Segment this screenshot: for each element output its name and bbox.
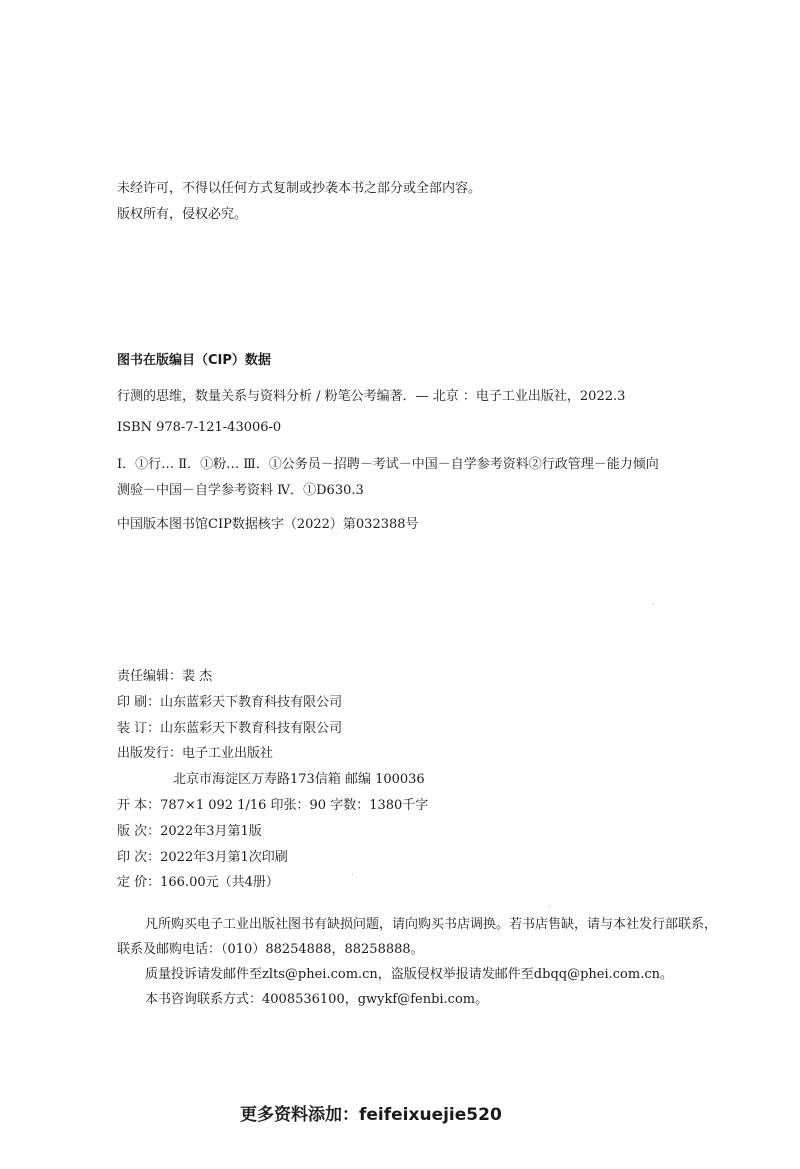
publication-info xyxy=(117,664,428,896)
info-row-binder xyxy=(117,716,428,742)
info-value: 山东蓝彩天下教育科技有限公司 xyxy=(160,694,343,710)
notice-line-3: 本书咨询联系方式：4008536100，gwykf@fenbi.com。 xyxy=(145,992,489,1007)
info-row-address xyxy=(117,767,428,793)
scan-speck: · xyxy=(548,902,551,911)
info-row-printing xyxy=(117,845,428,871)
info-value: 山东蓝彩天下教育科技有限公司 xyxy=(160,720,343,736)
info-row-format xyxy=(117,793,428,819)
purchase-notice xyxy=(117,912,717,1012)
cip-classify-line-2: 测验－中国－自学参考资料 Ⅳ．①D630.3 xyxy=(117,483,364,498)
notice-line-2: 质量投诉请发邮件至zlts@phei.com.cn，盗版侵权举报请发邮件至dbqq@phei.com.cn。 xyxy=(145,967,673,982)
info-label: 印 次： xyxy=(117,849,161,865)
info-label: 责任编辑： xyxy=(117,669,183,684)
info-label: 印 刷： xyxy=(117,694,161,710)
info-row-price xyxy=(117,870,428,896)
scan-speck: · xyxy=(652,600,655,609)
scan-speck: · xyxy=(351,870,354,879)
cip-classify-line-1: Ⅰ．①行… Ⅱ．①粉… Ⅲ．①公务员－招聘－考试－中国－自学参考资料②行政管理－能力倾向 xyxy=(117,457,659,472)
cip-classification xyxy=(117,452,659,504)
footer-promo xyxy=(240,1100,502,1125)
copyright-notice xyxy=(117,176,481,228)
info-row-edition xyxy=(117,819,428,845)
cip-number: 中国版本图书馆CIP数据核字（2022）第032388号 xyxy=(117,517,419,532)
notice-line-1: 凡所购买电子工业出版社图书有缺损问题，请向购买书店调换。若书店售缺，请与本社发行部联系，联系及邮购电话：（010）88254888，88258888。 xyxy=(117,917,718,957)
info-value: 166.00元（共4册） xyxy=(160,875,279,891)
info-value: 2022年3月第1版 xyxy=(160,823,262,839)
info-label: 装 订： xyxy=(117,720,161,736)
copyright-line-1: 未经许可，不得以任何方式复制或抄袭本书之部分或全部内容。 xyxy=(117,181,482,196)
cip-title-line: 行测的思维，数量关系与资料分析 / 粉笔公考编著．— 北京 ：电子工业出版社，2022.3 xyxy=(117,389,626,404)
info-value: 裴 杰 xyxy=(182,669,213,684)
info-row-printer xyxy=(117,690,428,716)
info-value: 电子工业出版社 xyxy=(182,746,274,762)
info-label: 定 价： xyxy=(117,875,161,891)
info-row-editor xyxy=(117,664,428,690)
info-value: 2022年3月第1次印刷 xyxy=(160,849,288,865)
info-label: 版 次： xyxy=(117,823,161,839)
copyright-line-2: 版权所有，侵权必究。 xyxy=(117,207,248,222)
cip-isbn: ISBN 978-7-121-43006-0 xyxy=(117,420,282,435)
info-value: 北京市海淀区万寿路173信箱 邮编 100036 xyxy=(173,772,425,788)
cip-heading: 图书在版编目（CIP）数据 xyxy=(117,353,271,368)
promo-label: 更多资料添加： xyxy=(240,1105,359,1125)
info-label: 出版发行： xyxy=(117,746,183,762)
promo-handle: feifeixuejie520 xyxy=(359,1105,502,1125)
info-value: 787×1 092 1/16 印张：90 字数：1380千字 xyxy=(160,797,429,813)
info-label: 开 本： xyxy=(117,797,161,813)
info-row-publisher xyxy=(117,741,428,767)
